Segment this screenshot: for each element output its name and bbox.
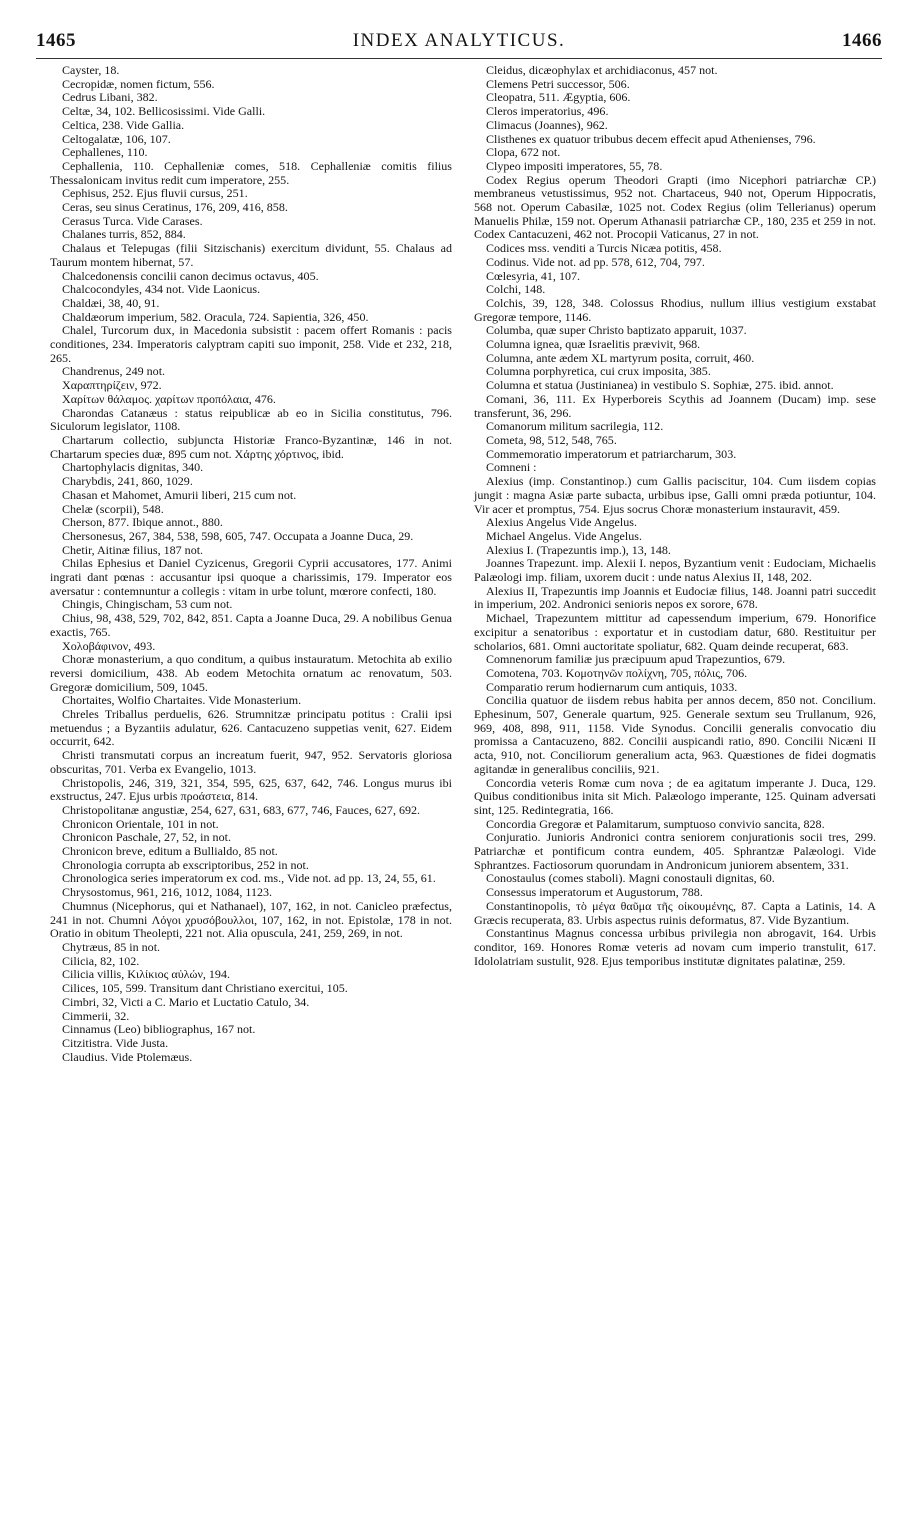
index-entry: Chilas Ephesius et Daniel Cyzicenus, Gregorii Cyprii accusatores, 177. Animi ingrati dant pœnas : accusantur ipsi quoque a charissimis, 179. Imperator eos aversatur : contemnuntur a collegis : vitam in urbe tolunt, mœrore confecti, 180. — [50, 556, 452, 598]
column-gutter — [461, 64, 462, 1504]
index-entry: Michael Angelus. Vide Angelus. — [486, 528, 642, 543]
index-entry: Clisthenes ex quatuor tribubus decem effecit apud Athenienses, 796. — [486, 131, 816, 146]
index-entry: Cimmerii, 32. — [62, 1008, 130, 1023]
index-entry: Christopolitanæ angustiæ, 254, 627, 631, 683, 677, 746, Fauces, 627, 692. — [62, 802, 421, 817]
index-entry: Chingis, Chingischam, 53 cum not. — [62, 597, 233, 612]
index-entry: Concilia quatuor de iisdem rebus habita per annos decem, 850 not. Concilium. Ephesinum, 507, Generale quartum, 925. Generale sextum seu Trullanum, 926, 969, 408, 898, 911, 1158. Vide Synodus. Concilii generalis convocatio diu promissa a Cantacuzeno, 882. Concilii auspicandi ratio, 890. Concilii Nicæni II acta, 910, not. Conciliorum generalium acta, 963. Quæstiones de fidei dogmatis agitandæ in generalibus conciliis, 921. — [474, 693, 876, 776]
index-entry: Cometa, 98, 512, 548, 765. — [486, 432, 617, 447]
index-entry: Cœlesyria, 41, 107. — [486, 268, 581, 283]
index-entry: Columna, ante ædem XL martyrum posita, corruit, 460. — [486, 350, 755, 365]
index-entry: Comnenorum familiæ jus præcipuum apud Trapezuntios, 679. — [486, 652, 786, 667]
index-entry: Constantinopolis, τὸ μέγα θαῦμα τῆς οἰκουμένης, 87. Capta a Latinis, 14. A Græcis recuperata, 83. Urbis aspectus ruinis deformatus, 87. Vide Byzantium. — [474, 898, 876, 927]
index-entry: Alexius II, Trapezuntis imp Joannis et Eudociæ filius, 148. Joanni patri succedit in imperium, 202. Andronici senioris nepos ex sorore, 678. — [474, 583, 876, 612]
index-entry: Commemoratio imperatorum et patriarcharum, 303. — [486, 446, 737, 461]
index-entry: Cleopatra, 511. Ægyptia, 606. — [486, 90, 631, 105]
index-entry: Citzitistra. Vide Justa. — [62, 1035, 169, 1050]
index-entry: Chortaites, Wolfio Chartaites. Vide Monasterium. — [62, 693, 302, 708]
index-entry: Codices mss. venditi a Turcis Nicæa potitis, 458. — [486, 241, 722, 256]
page-number-right: 1466 — [842, 30, 882, 51]
index-entry: Chelæ (scorpii), 548. — [62, 501, 164, 516]
header-rule — [36, 58, 882, 59]
index-entry: Christi transmutati corpus an increatum fuerit, 947, 952. Servatoris gloriosa obscuritas, 701. Verba ex Evangelio, 1013. — [50, 748, 452, 776]
index-entry: Cecropidæ, nomen fictum, 556. — [62, 76, 215, 91]
index-entry: Colchis, 39, 128, 348. Colossus Rhodius, nullum illius vestigium exstabat Gregoræ tempore, 1146. — [474, 295, 876, 324]
index-entry: Codex Regius operum Theodori Grapti (imo Nicephori patriarchæ CP.) membraneus vetustissimus, 952 not. Chartaceus, 940 not, Operum Hippocratis, 568 not. Operum Cabasilæ, 1025 not. Codex Regius (olim Tellerianus) operum Manuelis Philæ, 159 not. Operum Athanasii patriarchæ CP., 180, 235 et 259 in not. Codex Cantacuzeni, 462 not. Procopii Vaticanus, 27 in not. — [474, 172, 876, 242]
index-entry: Concordia veteris Romæ cum nova ; de ea agitatum imperante J. Duca, 129. Quibus conditionibus inita sit Mich. Palæologo imperante, 125. Quinam adversati sint, 125. Redintegratia, 166. — [474, 775, 876, 817]
index-entry: Cedrus Libani, 382. — [62, 90, 158, 105]
index-entry: Chalel, Turcorum dux, in Macedonia subsistit : pacem offert Romanis : pacis conditiones, 234. Imperatoris calyptram capiti suo imponit, 258. Vide et 232, 218, 265. — [50, 323, 452, 365]
index-entry: Celtica, 238. Vide Gallia. — [62, 117, 185, 132]
index-entry: Alexius Angelus Vide Angelus. — [486, 515, 637, 530]
index-entry: Cimbri, 32, Victi a C. Mario et Luctatio Catulo, 34. — [62, 994, 310, 1009]
index-entry: Joannes Trapezunt. imp. Alexii I. nepos, Byzantium venit : Eudociam, Michaelis Palæologi imp. filiam, uxorem ducit : unde natus Alexius II, 148, 202. — [474, 556, 876, 585]
index-entry: Chersonesus, 267, 384, 538, 598, 605, 747. Occupata a Joanne Duca, 29. — [62, 528, 414, 543]
index-entry: Columna et statua (Justinianea) in vestibulo S. Sophiæ, 275. ibid. annot. — [486, 378, 834, 393]
index-entry: Comneni : — [486, 460, 537, 475]
index-entry: Chytræus, 85 in not. — [62, 940, 161, 954]
index-entry: Cephisus, 252. Ejus fluvii cursus, 251. — [62, 186, 248, 201]
index-entry: Chrysostomus, 961, 216, 1012, 1084, 1123. — [62, 885, 273, 900]
index-entry: Concordia Gregoræ et Palamitarum, sumptuoso convivio sancita, 828. — [486, 816, 825, 831]
index-entry: Cayster, 18. — [62, 63, 120, 77]
index-entry: Cilicia, 82, 102. — [62, 953, 140, 968]
index-entry: Chronicon Paschale, 27, 52, in not. — [62, 830, 231, 845]
index-entry: Columba, quæ super Christo baptizato apparuit, 1037. — [486, 323, 747, 338]
index-entry: Chalcedonensis concilii canon decimus octavus, 405. — [62, 268, 319, 283]
index-entry: Chaldæi, 38, 40, 91. — [62, 295, 160, 310]
index-entry: Michael, Trapezuntem mittitur ad capessendum imperium, 679. Honorifice excipitur a senatoribus : exportatur et in custodiam datur, 680. Restituitur per scholarios, 681. Omni auctoritate spoliatur, 682. Quam deinde recuperat, 683. — [474, 611, 876, 653]
index-entry: Cephallenes, 110. — [62, 145, 148, 160]
index-entry: Cephallenia, 110. Cephalleniæ comes, 518. Cephalleniæ comitis filius Thessalonicam invitus redit cum imperatore, 255. — [50, 158, 452, 187]
index-entry: Clypeo impositi imperatores, 55, 78. — [486, 158, 663, 173]
left-column — [50, 64, 452, 1064]
page-title: INDEX ANALYTICUS. — [352, 30, 566, 51]
index-entry: Celtæ, 34, 102. Bellicosissimi. Vide Galli. — [62, 104, 266, 119]
index-entry: Comani, 36, 111. Ex Hyperboreis Scythis ad Joannem (Ducam) imp. sese transferunt, 36, 296. — [474, 391, 876, 420]
index-entry: Cerasus Turca. Vide Carases. — [62, 213, 203, 228]
index-entry: Climacus (Joannes), 962. — [486, 117, 608, 132]
index-entry: Cleidus, dicæophylax et archidiaconus, 457 not. — [486, 63, 718, 77]
index-entry: Chronologia corrupta ab exscriptoribus, 252 in not. — [62, 857, 309, 872]
index-entry: Colchi, 148. — [486, 282, 546, 297]
index-entry: Chronicon Orientale, 101 in not. — [62, 816, 219, 831]
index-entry: Chalaus et Telepugas (filii Sitzischanis) exercitum dividunt, 55. Chalaus ad Taurum montem hibernat, 57. — [50, 241, 452, 269]
index-entry: Chronologica series imperatorum ex cod. ms., Vide not. ad pp. 13, 24, 55, 61. — [62, 871, 436, 886]
index-entry: Χαραπτηρίζειν, 972. — [62, 378, 162, 393]
index-entry: Claudius. Vide Ptolemæus. — [62, 1049, 193, 1064]
index-entry: Clopa, 672 not. — [486, 145, 561, 160]
index-entry: Χολοβάφινον, 493. — [62, 638, 156, 653]
index-entry: Comanorum militum sacrilegia, 112. — [486, 419, 664, 434]
index-entry: Comotena, 703. Κομοτηνῶν πολίχνη, 705, πόλις, 706. — [486, 665, 748, 680]
index-entry: Χαρίτων θάλαμος. χαρίτων προπόλαια, 476. — [62, 391, 276, 406]
index-entry: Columna ignea, quæ Israelitis prævivit, 968. — [486, 337, 701, 352]
right-column — [474, 64, 876, 968]
index-entry: Comparatio rerum hodiernarum cum antiquis, 1033. — [486, 679, 738, 694]
index-entry: Cleros imperatorius, 496. — [486, 104, 609, 119]
index-entry: Celtogalatæ, 106, 107. — [62, 131, 171, 146]
index-entry: Conjuratio. Junioris Andronici contra seniorem conjurationis socii tres, 299. Patriarchæ et pontificum contra eundem, 405. Sphrantzæ Palæologi. Vide Sphrantzes. Factiosorum quorundam in Andronicum juniorem absentem, 331. — [474, 830, 876, 872]
index-entry: Constantinus Magnus concessa urbibus privilegia non abrogavit, 164. Urbis conditor, 169. Honores Romæ veteris ad novam cum imperio transtulit, 617. Idololatriam sustulit, 928. Ejus temporibus institutæ dignitates palatinæ, 259. — [474, 926, 876, 968]
index-entry: Chandrenus, 249 not. — [62, 364, 166, 379]
index-entry: Clemens Petri successor, 506. — [486, 76, 630, 91]
index-entry: Chartarum collectio, subjuncta Historiæ Franco-Byzantinæ, 146 in not. Chartarum species duæ, 895 cum not. Χάρτης χόρτινος, ibid. — [50, 432, 452, 461]
index-entry: Chumnus (Nicephorus, qui et Nathanael), 107, 162, in not. Caniclео præfectus, 241 in not. Chumni Λόγοι χρυσόβουλλοι, 107, 162, in not. Epistolæ, 178 in not. Oratio in obitum Theolepti, 221 not. Alia opuscula, 241, 259, 269, in not. — [50, 898, 452, 941]
index-entry: Ceras, seu sinus Ceratinus, 176, 209, 416, 858. — [62, 200, 288, 215]
page-number-left: 1465 — [36, 30, 76, 51]
index-entry: Consessus imperatorum et Augustorum, 788. — [486, 885, 703, 900]
index-entry: Chartophylacis dignitas, 340. — [62, 460, 204, 475]
index-entry: Chalanes turris, 852, 884. — [62, 227, 186, 242]
index-entry: Alexius I. (Trapezuntis imp.), 13, 148. — [486, 542, 671, 557]
index-entry: Chronicon breve, editum a Bullialdo, 85 not. — [62, 844, 278, 859]
index-entry: Columna porphyretica, cui crux imposita, 385. — [486, 364, 711, 379]
index-entry: Chreles Triballus perduelis, 626. Strumnitzæ principatu potitus : Cralii ipsi metuendus ; a Byzantiis adulatur, 626. Cantacuzeno suppetias venit, 627. Eidem occurrit, 642. — [50, 707, 452, 749]
index-entry: Alexius (imp. Constantinop.) cum Gallis paciscitur, 104. Cum iisdem copias jungit : magna Asiæ parte subacta, urbibus ipse, Galli omni præda potiuntur, 104. Vir acer et promptus, 754. Ejus socrus Choræ monasterium instauravit, 459. — [474, 474, 876, 516]
index-entry: Conostaulus (comes staboli). Magni conostauli dignitas, 60. — [486, 871, 775, 886]
index-entry: Chetir, Aitinæ filius, 187 not. — [62, 542, 204, 557]
index-entry: Chalcocondyles, 434 not. Vide Laonicus. — [62, 282, 261, 297]
index-entry: Cilices, 105, 599. Transitum dant Christiano exercitui, 105. — [62, 981, 348, 996]
index-entry: Choræ monasterium, a quo conditum, a quibus instauratum. Metochita ab exilio reversi domicilium, 438. Ab eodem Metochita ornatum ac renovatum, 503. Gregoræ domicilium, 509, 1045. — [50, 652, 452, 694]
index-entry: Chaldæorum imperium, 582. Oracula, 724. Sapientia, 326, 450. — [62, 309, 369, 324]
index-entry: Cherson, 877. Ibique annot., 880. — [62, 515, 223, 530]
index-entry: Cinnamus (Leo) bibliographus, 167 not. — [62, 1022, 256, 1037]
index-entry: Christopolis, 246, 319, 321, 354, 595, 625, 637, 642, 746. Longus murus ibi exstructus, 247. Ejus urbis προάστεια, 814. — [50, 775, 452, 804]
index-entry: Codinus. Vide not. ad pp. 578, 612, 704, 797. — [486, 254, 705, 269]
index-entry: Charondas Catanæus : status reipublicæ ab eo in Sicilia constitutus, 796. Siculorum legislator, 1108. — [50, 405, 452, 434]
index-entry: Chius, 98, 438, 529, 702, 842, 851. Capta a Joanne Duca, 29. A nobilibus Genua exactis, 765. — [50, 611, 452, 639]
index-entry: Charybdis, 241, 860, 1029. — [62, 474, 193, 489]
index-entry: Chasan et Mahomet, Amurii liberi, 215 cum not. — [62, 487, 297, 502]
index-entry: Cilicia villis, Κιλίκιος αὐλών, 194. — [62, 967, 230, 982]
